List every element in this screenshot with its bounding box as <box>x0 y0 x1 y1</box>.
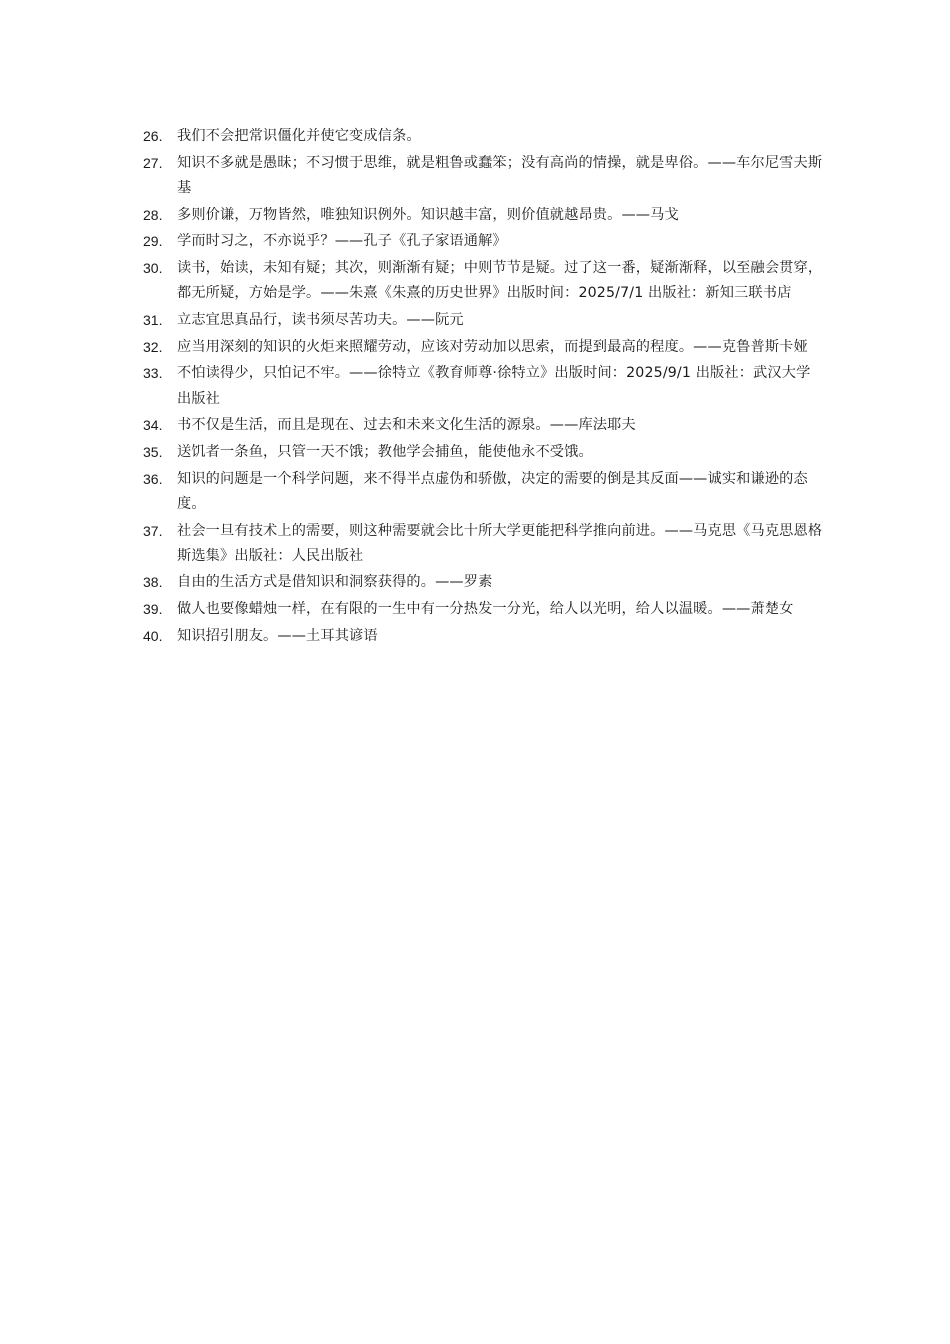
item-number: 38. <box>143 574 163 591</box>
item-text: 学而时习之，不亦说乎？——孔子《孔子家语通解》 <box>177 233 507 250</box>
item-text: 我们不会把常识僵化并使它变成信条。 <box>177 128 421 144</box>
list-item <box>143 256 823 306</box>
list-item <box>143 440 823 465</box>
list-item <box>143 203 823 228</box>
list-item <box>143 151 823 201</box>
item-number: 40. <box>143 627 163 644</box>
item-number: 30. <box>143 260 163 277</box>
item-text: 知识不多就是愚昧；不习惯于思维，就是粗鲁或蠢笨；没有高尚的情操，就是卑俗。——车尔尼雪夫斯基 <box>177 154 823 196</box>
list-item <box>143 624 823 649</box>
item-text: 送饥者一条鱼，只管一天不饿；教他学会捕鱼，能使他永不受饿。 <box>177 443 593 460</box>
item-number: 29. <box>143 233 163 250</box>
item-text: 读书，始读，未知有疑；其次，则渐渐有疑；中则节节是疑。过了这一番，疑渐渐释，以至融会贯穿，都无所疑，方始是学。——朱熹《朱熹的历史世界》出版时间：2025/7/1 出版社：新知三联书店 <box>177 260 823 302</box>
list-item <box>143 229 823 254</box>
item-number: 35. <box>143 443 163 460</box>
item-text: 社会一旦有技术上的需要，则这种需要就会比十所大学更能把科学推向前进。——马克思《马克思恩格斯选集》出版社：人民出版社 <box>177 522 823 564</box>
item-text: 立志宜思真品行，读书须尽苦功夫。——阮元 <box>177 311 464 328</box>
item-number: 27. <box>143 154 163 171</box>
item-number: 26. <box>143 128 163 144</box>
item-text: 不怕读得少，只怕记不牢。——徐特立《教育师尊·徐特立》出版时间：2025/9/1 出版社：武汉大学出版社 <box>177 365 811 407</box>
item-text: 书不仅是生活，而且是现在、过去和未来文化生活的源泉。——库法耶夫 <box>177 417 636 434</box>
item-number: 32. <box>143 338 163 355</box>
item-number: 37. <box>143 522 163 539</box>
item-text: 知识招引朋友。——土耳其谚语 <box>177 627 378 644</box>
item-text: 自由的生活方式是借知识和洞察获得的。——罗素 <box>177 574 493 591</box>
item-text: 应当用深刻的知识的火炬来照耀劳动，应该对劳动加以思索，而提到最高的程度。——克鲁普斯卡娅 <box>177 338 808 355</box>
item-number: 39. <box>143 601 163 618</box>
item-number: 36. <box>143 470 163 487</box>
item-text: 知识的问题是一个科学问题，来不得半点虚伪和骄傲，决定的需要的倒是其反面——诚实和谦逊的态度。 <box>177 470 808 512</box>
item-number: 33. <box>143 365 163 382</box>
list-item <box>143 467 823 517</box>
list-item <box>143 361 823 411</box>
item-number: 31. <box>143 311 163 328</box>
list-item <box>143 335 823 360</box>
item-number: 34. <box>143 417 163 434</box>
quote-list <box>143 124 823 651</box>
item-number: 28. <box>143 206 163 223</box>
list-item <box>143 413 823 438</box>
list-item <box>143 597 823 622</box>
list-item <box>143 124 823 149</box>
item-text: 做人也要像蜡烛一样，在有限的一生中有一分热发一分光，给人以光明，给人以温暖。——萧楚女 <box>177 601 794 618</box>
list-item <box>143 308 823 333</box>
item-text: 多则价谦，万物皆然，唯独知识例外。知识越丰富，则价值就越昂贵。——马戈 <box>177 206 679 223</box>
list-item <box>143 519 823 569</box>
list-item <box>143 570 823 595</box>
